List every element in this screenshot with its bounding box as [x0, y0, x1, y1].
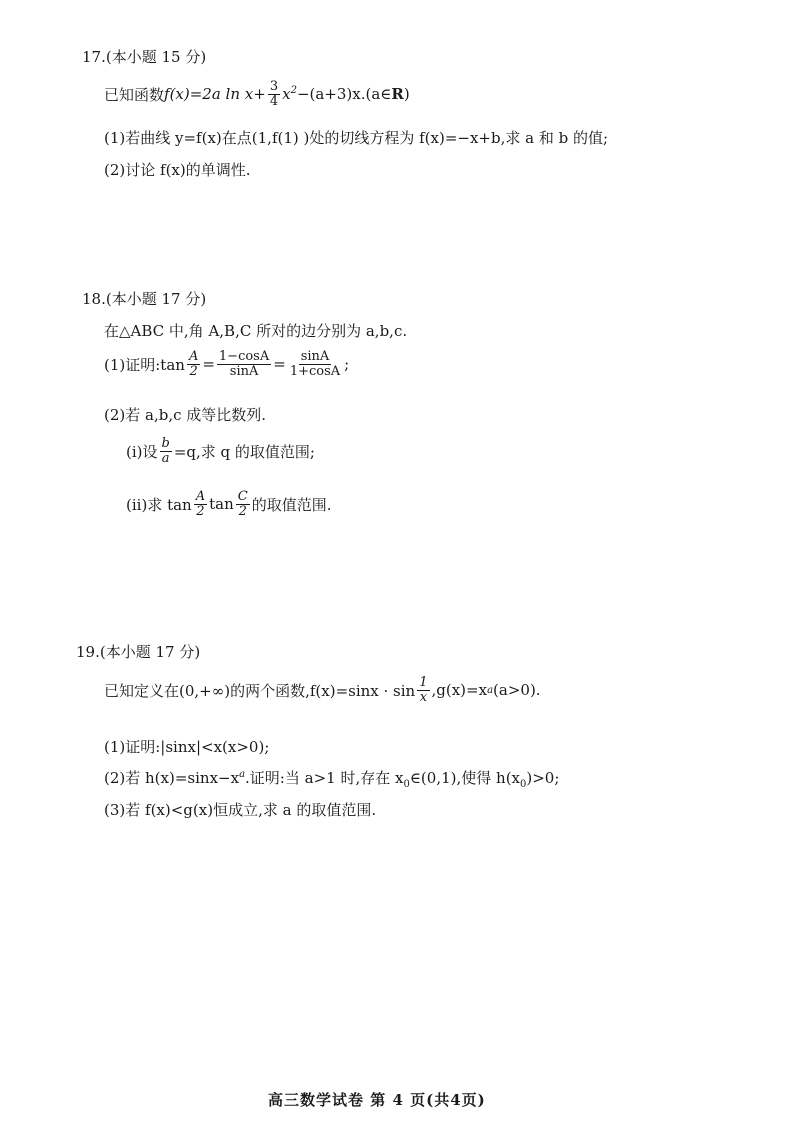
page-footer: 高三数学试卷 第 4 页(共4页) [268, 1091, 486, 1109]
q19-part2-sub2: 0 [520, 779, 527, 790]
q19-stem-frac-den: x [419, 689, 428, 705]
q18-part1-f2-num: 1−cosA [218, 349, 270, 364]
q19-part2-sub: 0 [403, 779, 410, 790]
q19-part2 [104, 767, 559, 790]
q19-stem [104, 676, 541, 704]
q17-stem-fraction [268, 80, 280, 108]
q17-stem-eq: =2a ln x+ [189, 85, 266, 104]
q18-part2i-prefix: (i)设 [126, 442, 158, 461]
q17-stem [104, 80, 410, 108]
q19-part3: (3)若 f(x)<g(x)恒成立,求 a 的取值范围. [104, 801, 377, 819]
q18-part1-f3-den: 1+cosA [289, 363, 341, 379]
q19-stem-frac [417, 676, 429, 704]
q19-stem-prefix: 已知定义在(0,+∞)的两个函数,f(x)=sinx · sin [104, 681, 416, 700]
q19-stem-frac-num: 1 [419, 675, 428, 690]
q18-heading: 18.(本小题 17 分) [82, 290, 207, 308]
q18-part1 [104, 350, 349, 378]
q17-part2: (2)讨论 f(x)的单调性. [104, 161, 251, 179]
q18-part1-f1-num: A [188, 349, 199, 364]
q18-part1-eq1: = [202, 355, 215, 374]
q18-part2i-num: b [161, 436, 170, 451]
q19-part2-b: .证明:当 a>1 时,存在 x [245, 769, 404, 787]
q19-stem-exp: a [487, 684, 494, 696]
q17-frac-num: 3 [269, 79, 279, 94]
q18-part1-f3-num: sinA [300, 349, 330, 364]
q18-part2ii-f2-den: 2 [238, 503, 247, 519]
q17-frac-den: 4 [269, 93, 279, 109]
q18-part2ii-tail: 的取值范围. [251, 495, 332, 514]
q19-stem-tail: ,g(x)=x [431, 681, 488, 700]
q18-part1-semicolon: ; [344, 355, 350, 374]
q17-stem-tail: −(a+3)x.(a∈ [296, 85, 392, 104]
q17-stem-R: R [391, 85, 404, 104]
q18-part2i-den: a [161, 450, 170, 466]
q18-stem: 在△ABC 中,角 A,B,C 所对的边分别为 a,b,c. [104, 322, 408, 340]
q18-part2ii-prefix: (ii)求 tan [126, 495, 192, 514]
q17-stem-x2: $x^2$ [282, 85, 297, 104]
q18-part2i-frac [160, 437, 172, 465]
q19-heading: 19.(本小题 17 分) [76, 643, 201, 661]
q18-part1-f1-den: 2 [189, 363, 198, 379]
q18-part1-f2-den: sinA [229, 363, 259, 379]
q18-part1-eq2: = [273, 355, 286, 374]
q18-part1-frac2 [217, 350, 271, 378]
q19-part2-d: )>0; [526, 769, 560, 787]
q19-part2-c: ∈(0,1),使得 h(x [409, 769, 520, 787]
q17-part1: (1)若曲线 y=f(x)在点(1,f(1) )处的切线方程为 f(x)=−x+b,求 a 和 b 的值; [104, 129, 609, 147]
q18-part2ii-f1-num: A [195, 489, 206, 504]
q18-part1-frac1 [187, 350, 200, 378]
q18-part2ii [126, 490, 331, 518]
q18-part2ii-f2-num: C [237, 489, 248, 504]
q18-part2ii-mid: tan [209, 495, 234, 514]
q18-part2ii-frac2 [236, 490, 250, 518]
q18-part2i [126, 437, 315, 465]
q19-part2-a: (2)若 h(x)=sinx−x [104, 769, 240, 787]
q18-part1-frac3 [288, 350, 342, 378]
q17-stem-prefix: 已知函数 [104, 85, 165, 104]
q17-stem-func: f(x) [164, 85, 190, 104]
q19-part2-exp: a [239, 769, 246, 780]
q18-part2i-tail: =q,求 q 的取值范围; [173, 442, 315, 461]
q17-heading: 17.(本小题 15 分) [82, 48, 207, 66]
q18-part1-prefix: (1)证明:tan [104, 355, 185, 374]
q19-part1: (1)证明:|sinx|<x(x>0); [104, 738, 270, 756]
q18-part2ii-f1-den: 2 [196, 503, 205, 519]
q19-stem-close: (a>0). [493, 681, 541, 700]
q17-stem-close: ) [403, 85, 410, 104]
q18-part2: (2)若 a,b,c 成等比数列. [104, 406, 267, 424]
q18-part2ii-frac1 [194, 490, 207, 518]
